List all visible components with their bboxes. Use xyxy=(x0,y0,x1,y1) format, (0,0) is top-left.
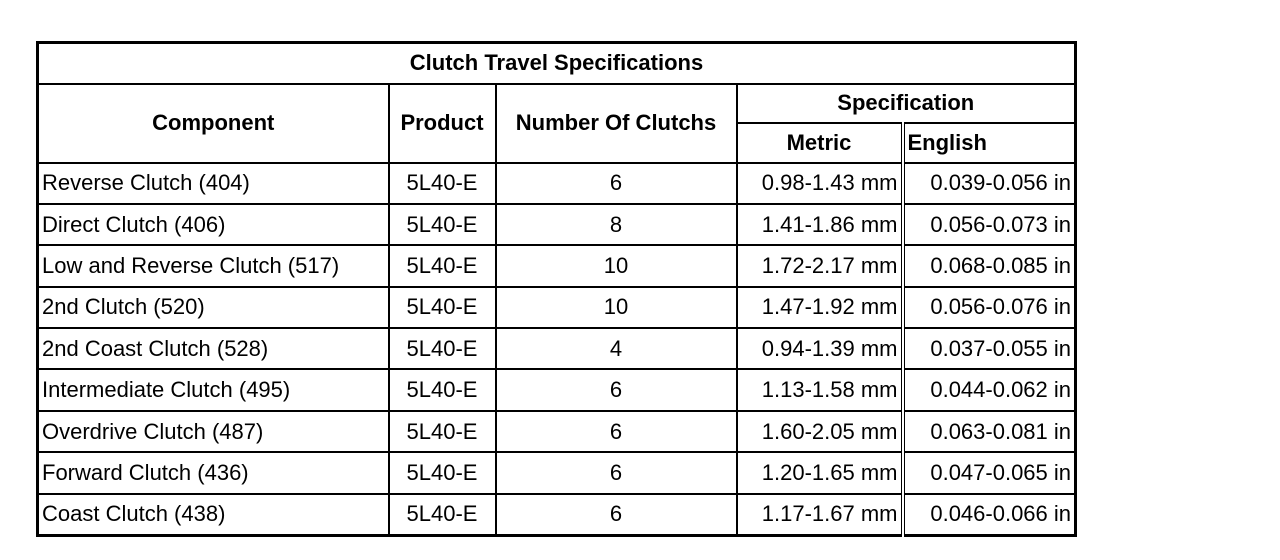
metric-cell: 1.41-1.86 mm xyxy=(737,204,903,245)
component-cell: Direct Clutch (406) xyxy=(38,204,389,245)
product-cell: 5L40-E xyxy=(389,411,496,452)
header-product: Product xyxy=(389,84,496,163)
header-row-1 xyxy=(38,84,1076,123)
english-cell: 0.044-0.062 in xyxy=(903,369,1076,410)
header-specification: Specification xyxy=(737,84,1076,123)
metric-cell: 1.13-1.58 mm xyxy=(737,369,903,410)
product-cell: 5L40-E xyxy=(389,204,496,245)
metric-cell: 1.20-1.65 mm xyxy=(737,452,903,493)
product-cell: 5L40-E xyxy=(389,328,496,369)
metric-cell: 1.60-2.05 mm xyxy=(737,411,903,452)
table-row xyxy=(38,369,1076,410)
component-cell: Low and Reverse Clutch (517) xyxy=(38,245,389,286)
table-title-row xyxy=(38,43,1076,84)
table-row xyxy=(38,245,1076,286)
header-component: Component xyxy=(38,84,389,163)
english-cell: 0.068-0.085 in xyxy=(903,245,1076,286)
clutch-count-cell: 6 xyxy=(496,411,737,452)
table-row xyxy=(38,328,1076,369)
component-cell: 2nd Coast Clutch (528) xyxy=(38,328,389,369)
metric-cell: 0.94-1.39 mm xyxy=(737,328,903,369)
english-cell: 0.037-0.055 in xyxy=(903,328,1076,369)
table-row xyxy=(38,452,1076,493)
product-cell: 5L40-E xyxy=(389,245,496,286)
table-body xyxy=(38,163,1076,536)
product-cell: 5L40-E xyxy=(389,494,496,535)
table-row xyxy=(38,287,1076,328)
component-cell: Overdrive Clutch (487) xyxy=(38,411,389,452)
component-cell: Reverse Clutch (404) xyxy=(38,163,389,204)
header-metric: Metric xyxy=(737,123,903,163)
product-cell: 5L40-E xyxy=(389,163,496,204)
header-english: English xyxy=(903,123,1076,163)
english-cell: 0.047-0.065 in xyxy=(903,452,1076,493)
component-cell: Intermediate Clutch (495) xyxy=(38,369,389,410)
product-cell: 5L40-E xyxy=(389,287,496,328)
clutch-count-cell: 10 xyxy=(496,287,737,328)
english-cell: 0.039-0.056 in xyxy=(903,163,1076,204)
clutch-count-cell: 6 xyxy=(496,163,737,204)
english-cell: 0.046-0.066 in xyxy=(903,494,1076,535)
component-cell: Forward Clutch (436) xyxy=(38,452,389,493)
component-cell: Coast Clutch (438) xyxy=(38,494,389,535)
english-cell: 0.056-0.076 in xyxy=(903,287,1076,328)
english-cell: 0.056-0.073 in xyxy=(903,204,1076,245)
clutch-count-cell: 6 xyxy=(496,494,737,535)
clutch-count-cell: 8 xyxy=(496,204,737,245)
clutch-count-cell: 4 xyxy=(496,328,737,369)
product-cell: 5L40-E xyxy=(389,452,496,493)
component-cell: 2nd Clutch (520) xyxy=(38,287,389,328)
metric-cell: 1.47-1.92 mm xyxy=(737,287,903,328)
table-title: Clutch Travel Specifications xyxy=(38,43,1076,84)
table-row xyxy=(38,494,1076,535)
table-row xyxy=(38,204,1076,245)
english-cell: 0.063-0.081 in xyxy=(903,411,1076,452)
clutch-travel-spec-table xyxy=(36,41,1077,537)
clutch-count-cell: 10 xyxy=(496,245,737,286)
metric-cell: 1.72-2.17 mm xyxy=(737,245,903,286)
table-row xyxy=(38,163,1076,204)
table-row xyxy=(38,411,1076,452)
clutch-count-cell: 6 xyxy=(496,452,737,493)
product-cell: 5L40-E xyxy=(389,369,496,410)
metric-cell: 0.98-1.43 mm xyxy=(737,163,903,204)
metric-cell: 1.17-1.67 mm xyxy=(737,494,903,535)
header-number-of-clutchs: Number Of Clutchs xyxy=(496,84,737,163)
clutch-count-cell: 6 xyxy=(496,369,737,410)
